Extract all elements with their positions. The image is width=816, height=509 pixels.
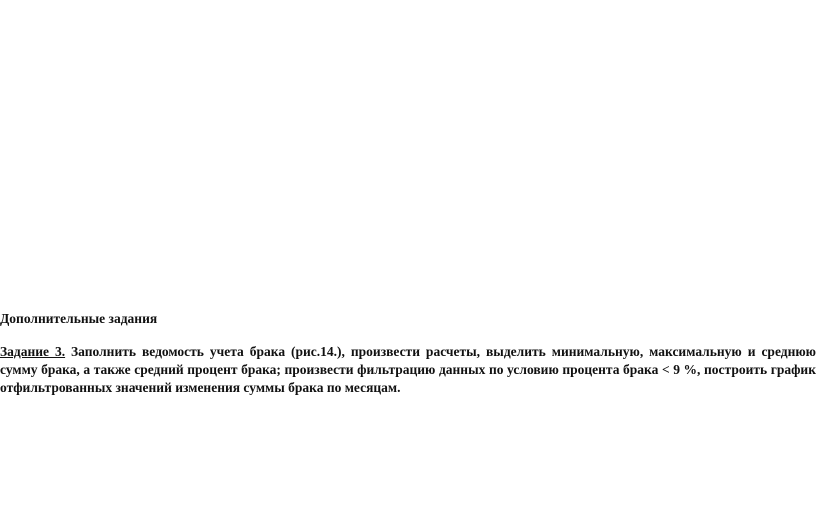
task-paragraph [0, 343, 816, 397]
section-title: Дополнительные задания [0, 311, 158, 326]
document-body [0, 310, 816, 397]
task-text: Заполнить ведомость учета брака (рис.14.), произвести расчеты, выделить минимальную, максимальную и среднюю сумму брака, а также средний процент брака; произвести фильтрацию данных по условию процента брака < 9 %, построить график отфильтрованных значений изменения суммы брака по месяцам. [0, 344, 816, 395]
task-label: Задание 3. [0, 344, 66, 359]
